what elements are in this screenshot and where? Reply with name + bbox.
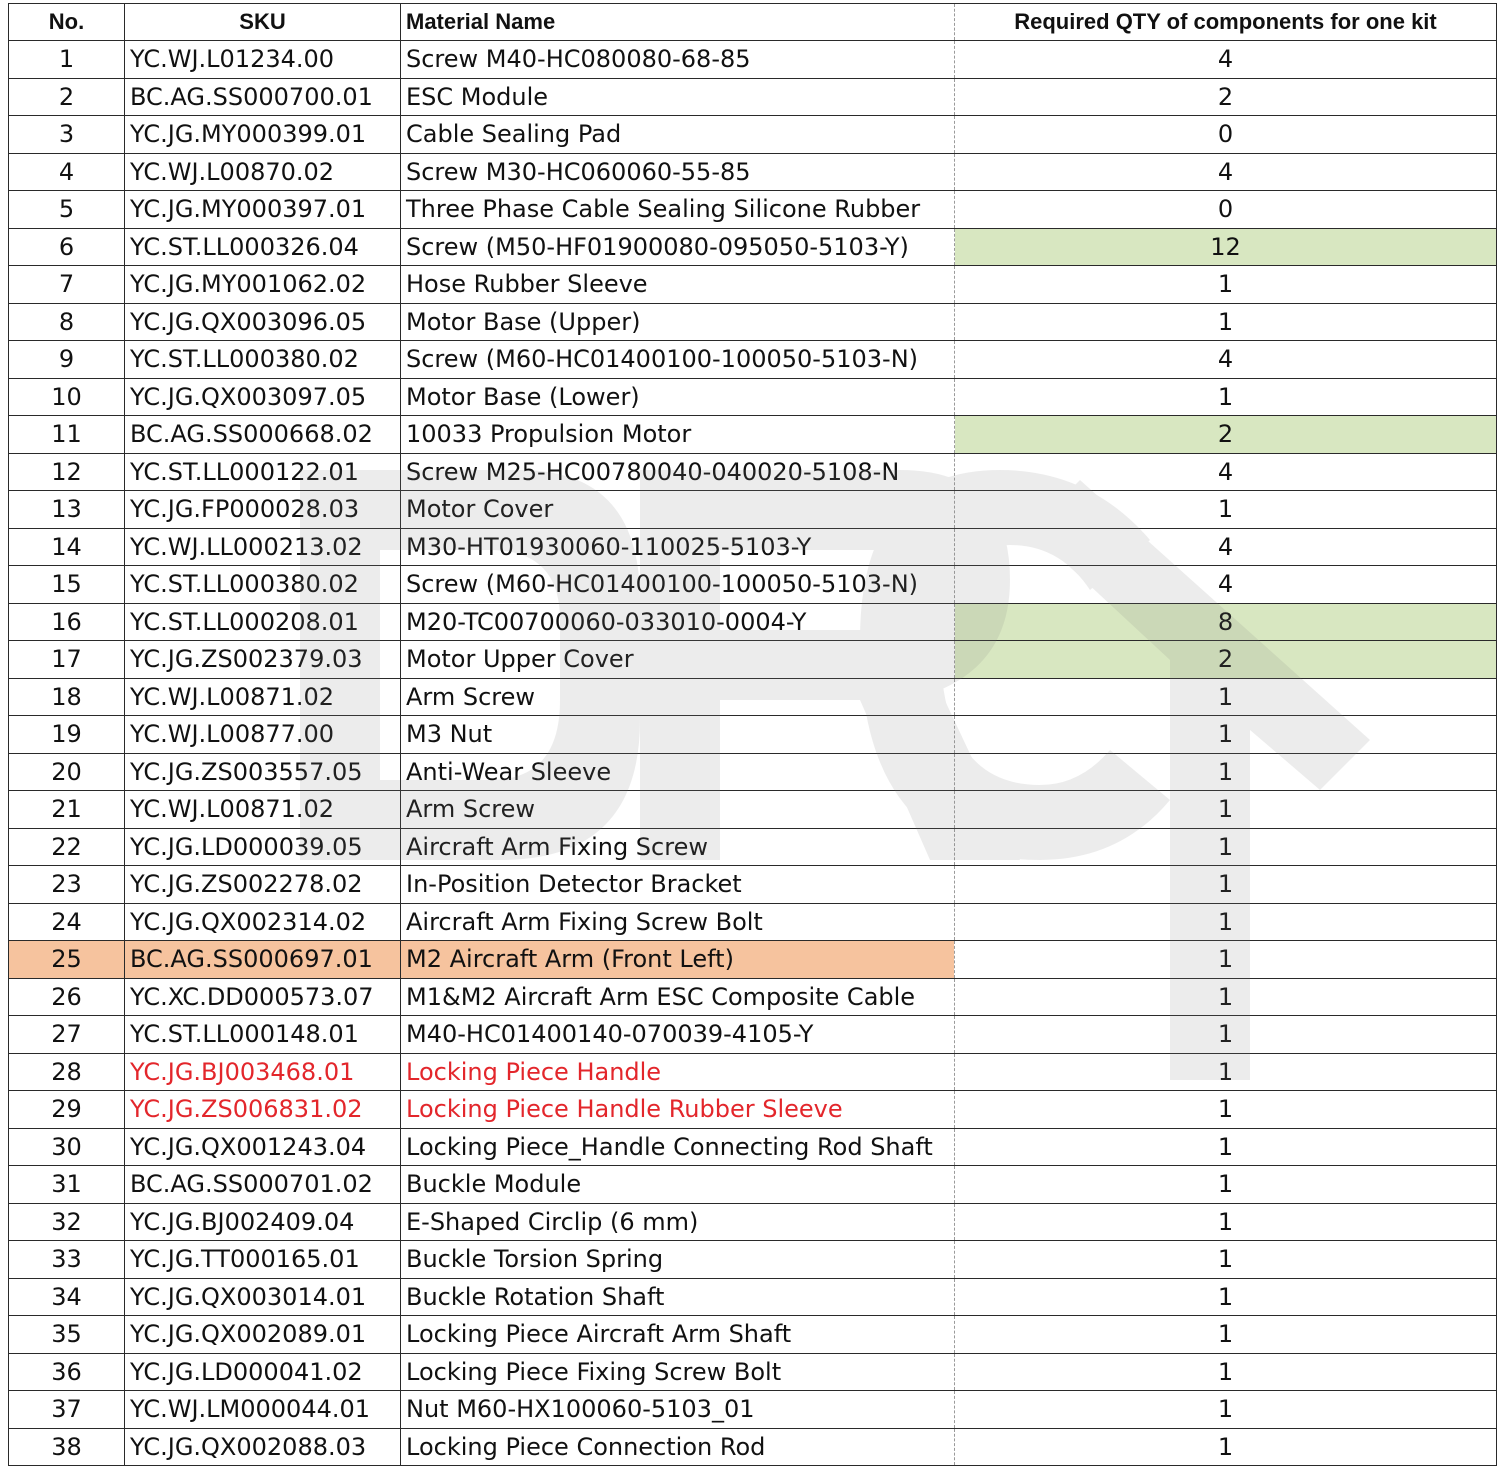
cell-material-name: Cable Sealing Pad <box>401 116 955 154</box>
cell-required-qty: 1 <box>955 1091 1497 1129</box>
parts-table <box>8 3 1497 1466</box>
cell-required-qty: 4 <box>955 41 1497 79</box>
cell-material-name: Motor Base (Lower) <box>401 378 955 416</box>
cell-material-name: Screw M25-HC00780040-040020-5108-N <box>401 453 955 491</box>
cell-no: 30 <box>9 1128 125 1166</box>
cell-required-qty: 1 <box>955 1391 1497 1429</box>
cell-sku: YC.JG.MY001062.02 <box>125 266 401 304</box>
cell-required-qty: 2 <box>955 416 1497 454</box>
cell-no: 3 <box>9 116 125 154</box>
cell-required-qty: 0 <box>955 191 1497 229</box>
cell-sku: YC.WJ.L00871.02 <box>125 791 401 829</box>
cell-required-qty: 1 <box>955 1128 1497 1166</box>
table-row <box>9 941 1497 979</box>
table-row <box>9 1428 1497 1466</box>
header-no: No. <box>9 4 125 41</box>
cell-material-name: Screw M30-HC060060-55-85 <box>401 153 955 191</box>
cell-sku: YC.JG.ZS002379.03 <box>125 641 401 679</box>
cell-no: 15 <box>9 566 125 604</box>
cell-material-name: Screw (M60-HC01400100-100050-5103-N) <box>401 341 955 379</box>
cell-no: 33 <box>9 1241 125 1279</box>
cell-sku: YC.ST.LL000326.04 <box>125 228 401 266</box>
cell-no: 9 <box>9 341 125 379</box>
cell-material-name: M3 Nut <box>401 716 955 754</box>
cell-required-qty: 4 <box>955 528 1497 566</box>
cell-material-name: ESC Module <box>401 78 955 116</box>
cell-sku: YC.JG.QX003014.01 <box>125 1278 401 1316</box>
table-row <box>9 1278 1497 1316</box>
cell-required-qty: 0 <box>955 116 1497 154</box>
cell-no: 14 <box>9 528 125 566</box>
cell-material-name: M40-HC01400140-070039-4105-Y <box>401 1016 955 1054</box>
cell-material-name: Buckle Module <box>401 1166 955 1204</box>
cell-required-qty: 1 <box>955 1428 1497 1466</box>
cell-sku: YC.JG.QX001243.04 <box>125 1128 401 1166</box>
cell-no: 11 <box>9 416 125 454</box>
table-row <box>9 378 1497 416</box>
table-body <box>9 41 1497 1466</box>
cell-sku: BC.AG.SS000701.02 <box>125 1166 401 1204</box>
cell-material-name: Motor Base (Upper) <box>401 303 955 341</box>
cell-required-qty: 4 <box>955 453 1497 491</box>
cell-no: 38 <box>9 1428 125 1466</box>
cell-material-name: Anti-Wear Sleeve <box>401 753 955 791</box>
table-row <box>9 1053 1497 1091</box>
cell-sku: YC.WJ.L01234.00 <box>125 41 401 79</box>
table-row <box>9 1016 1497 1054</box>
cell-sku: YC.JG.QX002314.02 <box>125 903 401 941</box>
cell-sku: YC.JG.LD000041.02 <box>125 1353 401 1391</box>
cell-required-qty: 8 <box>955 603 1497 641</box>
table-row <box>9 978 1497 1016</box>
header-required-qty: Required QTY of components for one kit <box>955 4 1497 41</box>
table-row <box>9 528 1497 566</box>
table-row <box>9 341 1497 379</box>
cell-no: 37 <box>9 1391 125 1429</box>
cell-sku: YC.JG.QX002088.03 <box>125 1428 401 1466</box>
cell-no: 17 <box>9 641 125 679</box>
table-row <box>9 191 1497 229</box>
cell-required-qty: 2 <box>955 78 1497 116</box>
cell-required-qty: 1 <box>955 978 1497 1016</box>
cell-no: 18 <box>9 678 125 716</box>
cell-no: 12 <box>9 453 125 491</box>
cell-material-name: Locking Piece Fixing Screw Bolt <box>401 1353 955 1391</box>
cell-sku: YC.ST.LL000380.02 <box>125 341 401 379</box>
cell-no: 4 <box>9 153 125 191</box>
parts-list-sheet <box>8 3 1496 1466</box>
cell-material-name: Locking Piece Handle <box>401 1053 955 1091</box>
cell-material-name: M1&M2 Aircraft Arm ESC Composite Cable <box>401 978 955 1016</box>
table-row <box>9 716 1497 754</box>
cell-material-name: Three Phase Cable Sealing Silicone Rubber <box>401 191 955 229</box>
table-row <box>9 416 1497 454</box>
cell-material-name: Locking Piece_Handle Connecting Rod Shaft <box>401 1128 955 1166</box>
cell-sku: YC.WJ.LM000044.01 <box>125 1391 401 1429</box>
table-row <box>9 1091 1497 1129</box>
cell-required-qty: 1 <box>955 266 1497 304</box>
cell-required-qty: 1 <box>955 791 1497 829</box>
cell-sku: YC.ST.LL000122.01 <box>125 453 401 491</box>
cell-sku: YC.JG.QX003096.05 <box>125 303 401 341</box>
table-row <box>9 1166 1497 1204</box>
cell-sku: YC.JG.TT000165.01 <box>125 1241 401 1279</box>
cell-required-qty: 4 <box>955 153 1497 191</box>
table-row <box>9 753 1497 791</box>
table-row <box>9 566 1497 604</box>
header-sku: SKU <box>125 4 401 41</box>
cell-material-name: Nut M60-HX100060-5103_01 <box>401 1391 955 1429</box>
cell-sku: YC.WJ.LL000213.02 <box>125 528 401 566</box>
cell-sku: YC.JG.MY000399.01 <box>125 116 401 154</box>
cell-no: 32 <box>9 1203 125 1241</box>
header-material-name: Material Name <box>401 4 955 41</box>
table-row <box>9 491 1497 529</box>
cell-sku: YC.WJ.L00871.02 <box>125 678 401 716</box>
cell-no: 26 <box>9 978 125 1016</box>
cell-sku: YC.JG.BJ002409.04 <box>125 1203 401 1241</box>
cell-required-qty: 1 <box>955 1203 1497 1241</box>
cell-no: 23 <box>9 866 125 904</box>
cell-required-qty: 4 <box>955 566 1497 604</box>
cell-required-qty: 1 <box>955 941 1497 979</box>
table-row <box>9 903 1497 941</box>
cell-no: 22 <box>9 828 125 866</box>
cell-no: 36 <box>9 1353 125 1391</box>
cell-required-qty: 4 <box>955 341 1497 379</box>
cell-no: 24 <box>9 903 125 941</box>
cell-no: 10 <box>9 378 125 416</box>
cell-required-qty: 1 <box>955 1166 1497 1204</box>
cell-sku: YC.WJ.L00870.02 <box>125 153 401 191</box>
cell-sku: YC.JG.BJ003468.01 <box>125 1053 401 1091</box>
cell-sku: YC.ST.LL000208.01 <box>125 603 401 641</box>
cell-material-name: Locking Piece Handle Rubber Sleeve <box>401 1091 955 1129</box>
table-row <box>9 791 1497 829</box>
cell-no: 7 <box>9 266 125 304</box>
table-row <box>9 1128 1497 1166</box>
cell-sku: YC.WJ.L00877.00 <box>125 716 401 754</box>
cell-no: 8 <box>9 303 125 341</box>
table-row <box>9 78 1497 116</box>
table-row <box>9 678 1497 716</box>
cell-material-name: Buckle Torsion Spring <box>401 1241 955 1279</box>
cell-required-qty: 1 <box>955 903 1497 941</box>
cell-no: 5 <box>9 191 125 229</box>
cell-material-name: Locking Piece Connection Rod <box>401 1428 955 1466</box>
cell-no: 29 <box>9 1091 125 1129</box>
cell-material-name: Screw M40-HC080080-68-85 <box>401 41 955 79</box>
cell-sku: YC.ST.LL000148.01 <box>125 1016 401 1054</box>
cell-required-qty: 12 <box>955 228 1497 266</box>
cell-no: 6 <box>9 228 125 266</box>
table-row <box>9 1203 1497 1241</box>
cell-required-qty: 1 <box>955 716 1497 754</box>
table-row <box>9 266 1497 304</box>
cell-no: 1 <box>9 41 125 79</box>
cell-required-qty: 1 <box>955 1353 1497 1391</box>
cell-material-name: Locking Piece Aircraft Arm Shaft <box>401 1316 955 1354</box>
cell-material-name: Hose Rubber Sleeve <box>401 266 955 304</box>
cell-material-name: In-Position Detector Bracket <box>401 866 955 904</box>
cell-sku: YC.XC.DD000573.07 <box>125 978 401 1016</box>
cell-sku: YC.JG.MY000397.01 <box>125 191 401 229</box>
table-row <box>9 641 1497 679</box>
cell-no: 35 <box>9 1316 125 1354</box>
cell-sku: YC.JG.ZS006831.02 <box>125 1091 401 1129</box>
cell-no: 28 <box>9 1053 125 1091</box>
table-row <box>9 41 1497 79</box>
cell-required-qty: 1 <box>955 866 1497 904</box>
cell-material-name: M2 Aircraft Arm (Front Left) <box>401 941 955 979</box>
cell-required-qty: 1 <box>955 1241 1497 1279</box>
table-row <box>9 1391 1497 1429</box>
cell-material-name: 10033 Propulsion Motor <box>401 416 955 454</box>
cell-material-name: Aircraft Arm Fixing Screw Bolt <box>401 903 955 941</box>
cell-material-name: Aircraft Arm Fixing Screw <box>401 828 955 866</box>
cell-material-name: Buckle Rotation Shaft <box>401 1278 955 1316</box>
cell-required-qty: 1 <box>955 303 1497 341</box>
table-row <box>9 228 1497 266</box>
table-row <box>9 603 1497 641</box>
cell-no: 16 <box>9 603 125 641</box>
table-row <box>9 116 1497 154</box>
table-row <box>9 1353 1497 1391</box>
cell-sku: YC.JG.QX003097.05 <box>125 378 401 416</box>
cell-no: 21 <box>9 791 125 829</box>
cell-no: 2 <box>9 78 125 116</box>
table-row <box>9 866 1497 904</box>
cell-sku: BC.AG.SS000700.01 <box>125 78 401 116</box>
cell-required-qty: 1 <box>955 828 1497 866</box>
header-row <box>9 4 1497 41</box>
table-row <box>9 303 1497 341</box>
cell-required-qty: 1 <box>955 491 1497 529</box>
cell-sku: YC.JG.ZS003557.05 <box>125 753 401 791</box>
cell-sku: YC.ST.LL000380.02 <box>125 566 401 604</box>
cell-required-qty: 1 <box>955 1016 1497 1054</box>
cell-material-name: Screw (M60-HC01400100-100050-5103-N) <box>401 566 955 604</box>
cell-sku: BC.AG.SS000668.02 <box>125 416 401 454</box>
cell-required-qty: 1 <box>955 678 1497 716</box>
cell-material-name: M20-TC00700060-033010-0004-Y <box>401 603 955 641</box>
cell-sku: YC.JG.ZS002278.02 <box>125 866 401 904</box>
cell-material-name: Screw (M50-HF01900080-095050-5103-Y) <box>401 228 955 266</box>
cell-required-qty: 1 <box>955 1278 1497 1316</box>
cell-required-qty: 2 <box>955 641 1497 679</box>
table-row <box>9 828 1497 866</box>
cell-material-name: M30-HT01930060-110025-5103-Y <box>401 528 955 566</box>
cell-sku: YC.JG.LD000039.05 <box>125 828 401 866</box>
cell-no: 27 <box>9 1016 125 1054</box>
table-row <box>9 153 1497 191</box>
cell-material-name: Arm Screw <box>401 791 955 829</box>
cell-material-name: Arm Screw <box>401 678 955 716</box>
table-row <box>9 453 1497 491</box>
cell-no: 13 <box>9 491 125 529</box>
cell-sku: BC.AG.SS000697.01 <box>125 941 401 979</box>
cell-material-name: E-Shaped Circlip (6 mm) <box>401 1203 955 1241</box>
cell-required-qty: 1 <box>955 378 1497 416</box>
cell-no: 34 <box>9 1278 125 1316</box>
cell-no: 25 <box>9 941 125 979</box>
table-row <box>9 1241 1497 1279</box>
cell-required-qty: 1 <box>955 753 1497 791</box>
cell-material-name: Motor Cover <box>401 491 955 529</box>
cell-sku: YC.JG.QX002089.01 <box>125 1316 401 1354</box>
cell-no: 19 <box>9 716 125 754</box>
cell-required-qty: 1 <box>955 1053 1497 1091</box>
cell-no: 20 <box>9 753 125 791</box>
cell-material-name: Motor Upper Cover <box>401 641 955 679</box>
cell-sku: YC.JG.FP000028.03 <box>125 491 401 529</box>
table-row <box>9 1316 1497 1354</box>
cell-required-qty: 1 <box>955 1316 1497 1354</box>
cell-no: 31 <box>9 1166 125 1204</box>
